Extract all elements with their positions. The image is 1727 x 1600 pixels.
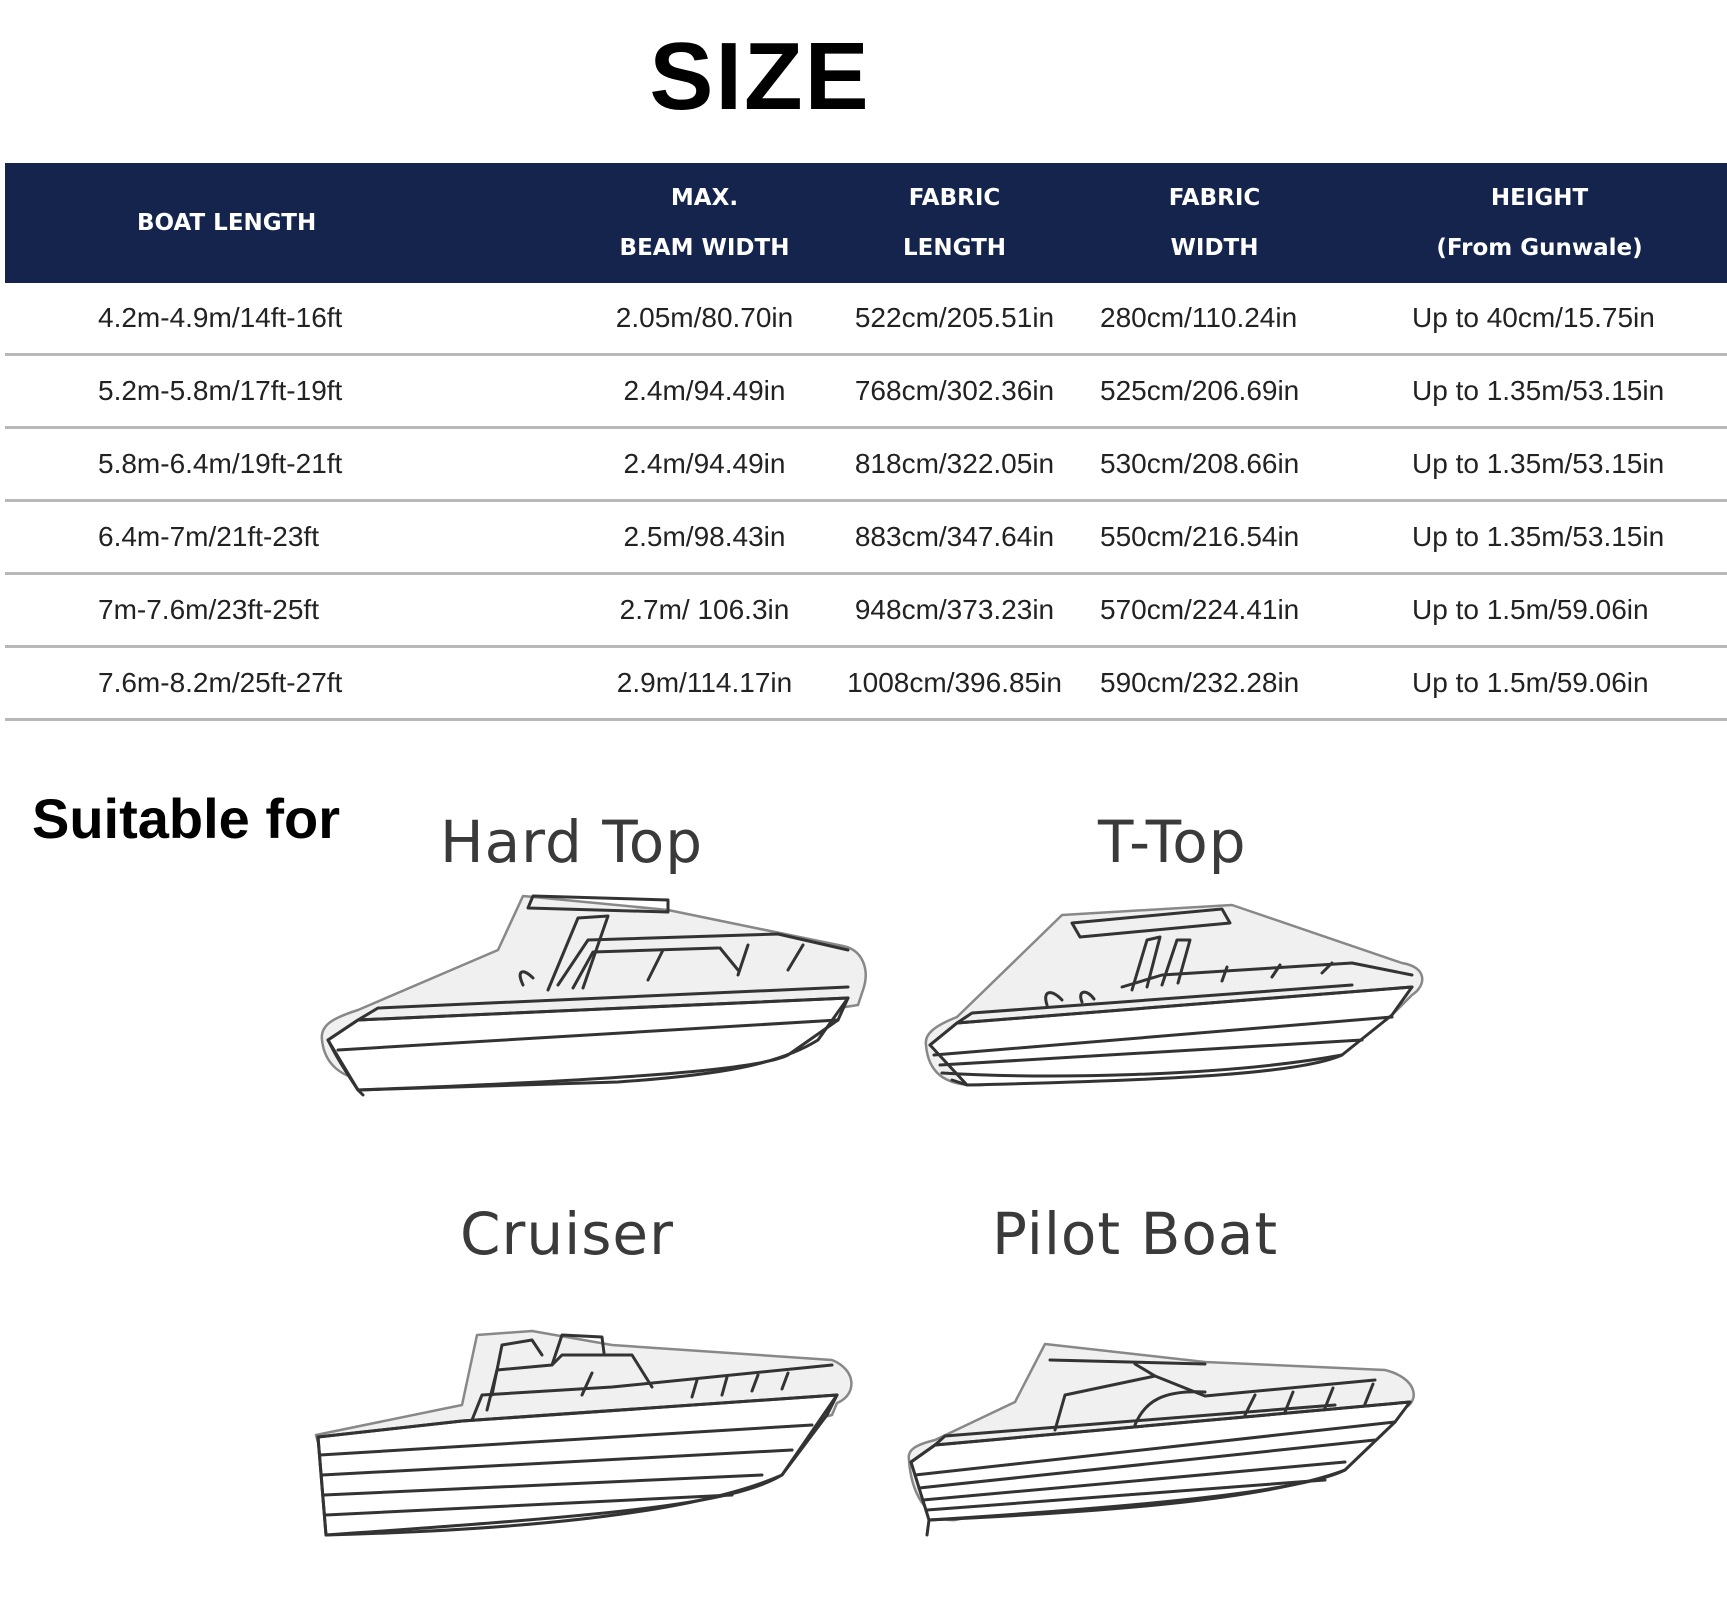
table-row bbox=[5, 355, 1727, 428]
table-row bbox=[5, 283, 1727, 355]
cell-fabric-width: 570cm/224.41in bbox=[1077, 574, 1352, 647]
boat-type-label-cruiser: Cruiser bbox=[460, 1200, 674, 1268]
cell-fabric-width: 530cm/208.66in bbox=[1077, 428, 1352, 501]
cell-fabric-length: 883cm/347.64in bbox=[832, 501, 1077, 574]
cell-beam-width: 2.9m/114.17in bbox=[577, 647, 832, 720]
suitable-for-heading: Suitable for bbox=[32, 787, 341, 850]
page-title: SIZE bbox=[649, 23, 871, 130]
cruiser-boat-icon bbox=[312, 1325, 872, 1540]
header-boat-length: BOAT LENGTH bbox=[137, 210, 317, 236]
cell-height: Up to 1.5m/59.06in bbox=[1352, 647, 1727, 720]
table-row bbox=[5, 428, 1727, 501]
header-fabric-length: FABRIC LENGTH bbox=[902, 185, 1007, 261]
header-height: HEIGHT (From Gunwale) bbox=[1436, 185, 1643, 261]
cell-fabric-width: 590cm/232.28in bbox=[1077, 647, 1352, 720]
table-row bbox=[5, 501, 1727, 574]
t-top-boat-icon bbox=[922, 905, 1452, 1105]
table-row bbox=[5, 574, 1727, 647]
boat-type-label-pilot-boat: Pilot Boat bbox=[992, 1200, 1279, 1268]
table-row bbox=[5, 647, 1727, 720]
cell-fabric-width: 280cm/110.24in bbox=[1077, 283, 1352, 355]
cell-boat-length: 5.2m-5.8m/17ft-19ft bbox=[5, 355, 577, 428]
cell-boat-length: 6.4m-7m/21ft-23ft bbox=[5, 501, 577, 574]
cell-fabric-length: 948cm/373.23in bbox=[832, 574, 1077, 647]
cell-height: Up to 1.35m/53.15in bbox=[1352, 501, 1727, 574]
header-max-beam-width: MAX. BEAM WIDTH bbox=[619, 185, 790, 261]
cell-height: Up to 1.35m/53.15in bbox=[1352, 355, 1727, 428]
cell-boat-length: 7.6m-8.2m/25ft-27ft bbox=[5, 647, 577, 720]
cell-fabric-length: 522cm/205.51in bbox=[832, 283, 1077, 355]
cell-boat-length: 4.2m-4.9m/14ft-16ft bbox=[5, 283, 577, 355]
cell-fabric-width: 525cm/206.69in bbox=[1077, 355, 1352, 428]
cell-beam-width: 2.5m/98.43in bbox=[577, 501, 832, 574]
hard-top-boat-icon bbox=[318, 890, 878, 1100]
table-header-row bbox=[5, 163, 1727, 283]
cell-fabric-length: 1008cm/396.85in bbox=[832, 647, 1077, 720]
cell-boat-length: 7m-7.6m/23ft-25ft bbox=[5, 574, 577, 647]
pilot-boat-icon bbox=[905, 1340, 1435, 1540]
cell-beam-width: 2.7m/ 106.3in bbox=[577, 574, 832, 647]
cell-beam-width: 2.4m/94.49in bbox=[577, 428, 832, 501]
boat-type-label-t-top: T-Top bbox=[1098, 808, 1247, 876]
cell-fabric-width: 550cm/216.54in bbox=[1077, 501, 1352, 574]
cell-beam-width: 2.4m/94.49in bbox=[577, 355, 832, 428]
cell-fabric-length: 818cm/322.05in bbox=[832, 428, 1077, 501]
header-fabric-width: FABRIC WIDTH bbox=[1168, 185, 1261, 261]
cell-height: Up to 1.5m/59.06in bbox=[1352, 574, 1727, 647]
size-table bbox=[5, 163, 1727, 721]
cell-beam-width: 2.05m/80.70in bbox=[577, 283, 832, 355]
cell-boat-length: 5.8m-6.4m/19ft-21ft bbox=[5, 428, 577, 501]
cell-fabric-length: 768cm/302.36in bbox=[832, 355, 1077, 428]
cell-height: Up to 40cm/15.75in bbox=[1352, 283, 1727, 355]
boat-type-label-hard-top: Hard Top bbox=[440, 808, 704, 876]
cell-height: Up to 1.35m/53.15in bbox=[1352, 428, 1727, 501]
